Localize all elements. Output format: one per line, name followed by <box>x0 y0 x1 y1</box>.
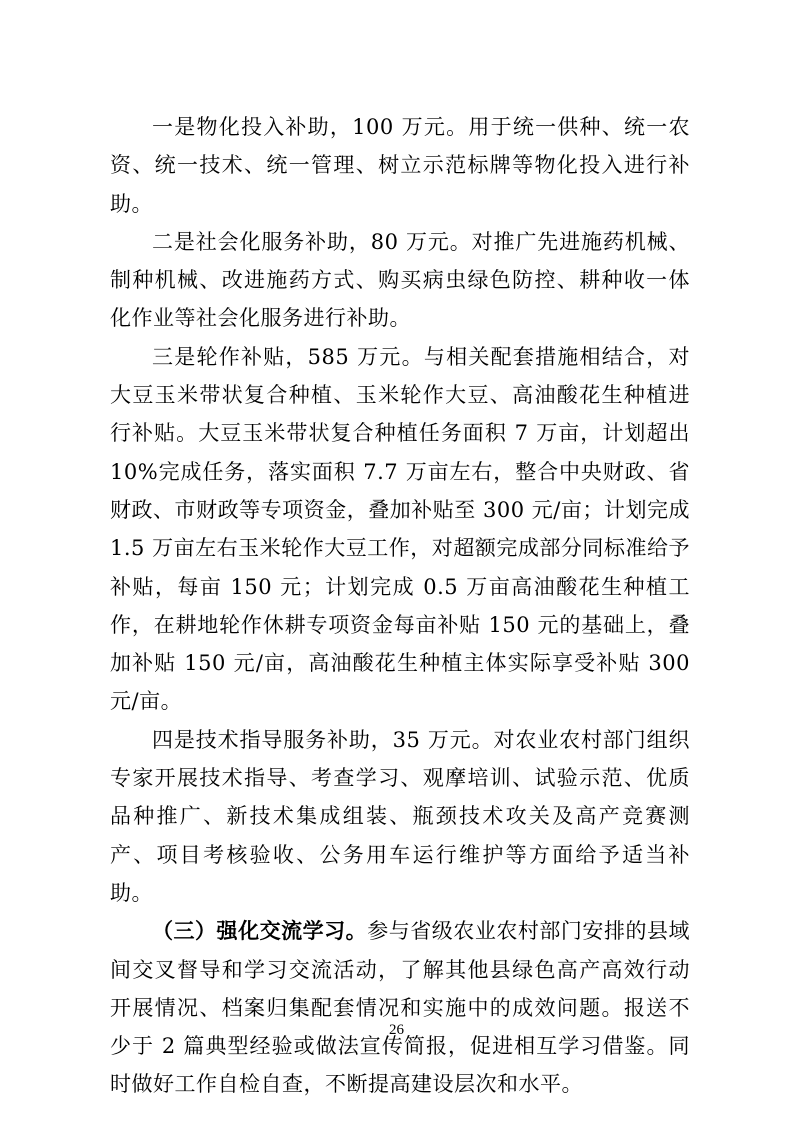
paragraph-material-subsidy: 一是物化投入补助，100 万元。用于统一供种、统一农资、统一技术、统一管理、树立示范标牌等物化投入进行补助。 <box>110 115 690 216</box>
paragraph-rotation-subsidy: 三是轮作补贴，585 万元。与相关配套措施相结合，对大豆玉米带状复合种植、玉米轮作大豆、高油酸花生种植进行补贴。大豆玉米带状复合种植任务面积 7 万亩，计划超出 10%完成任务，落实面积 7.7 万亩左右，整合中央财政、省财政、市财政等专项资金，叠加补贴至 300 元/亩；计划完成 1.5 万亩左右玉米轮作大豆工作，对超额完成部分同标准给予补贴，每亩 150 元；计划完成 0.5 万亩高油酸花生种植工作，在耕地轮作休耕专项资金每亩补贴 150 元的基础上，叠加补贴 150 元/亩，高油酸花生种植主体实际享受补贴 300 元/亩。 <box>110 344 690 714</box>
paragraph-section-exchange-learning <box>110 912 690 1103</box>
document-body <box>110 108 690 1104</box>
paragraph-technical-guidance-subsidy: 四是技术指导服务补助，35 万元。对农业农村部门组织专家开展技术指导、考查学习、观摩培训、试验示范、优质品种推广、新技术集成组装、瓶颈技术攻关及高产竞赛测产、项目考核验收、公务用车运行维护等方面给予适当补助。 <box>110 727 690 905</box>
paragraph-social-service-subsidy: 二是社会化服务补助，80 万元。对推广先进施药机械、制种机械、改进施药方式、购买病虫绿色防控、耕种收一体化作业等社会化服务进行补助。 <box>110 229 690 331</box>
section-body-text: 参与省级农业农村部门安排的县域间交叉督导和学习交流活动，了解其他县绿色高产高效行动开展情况、档案归集配套情况和实施中的成效问题。报送不少于 2 篇典型经验或做法宣传简报，促进相互学习借鉴。同时做好工作自检自查，不断提高建设层次和水平。 <box>110 919 691 1097</box>
section-heading: （三）强化交流学习。 <box>152 918 368 944</box>
page-number: 26 <box>389 1022 404 1038</box>
